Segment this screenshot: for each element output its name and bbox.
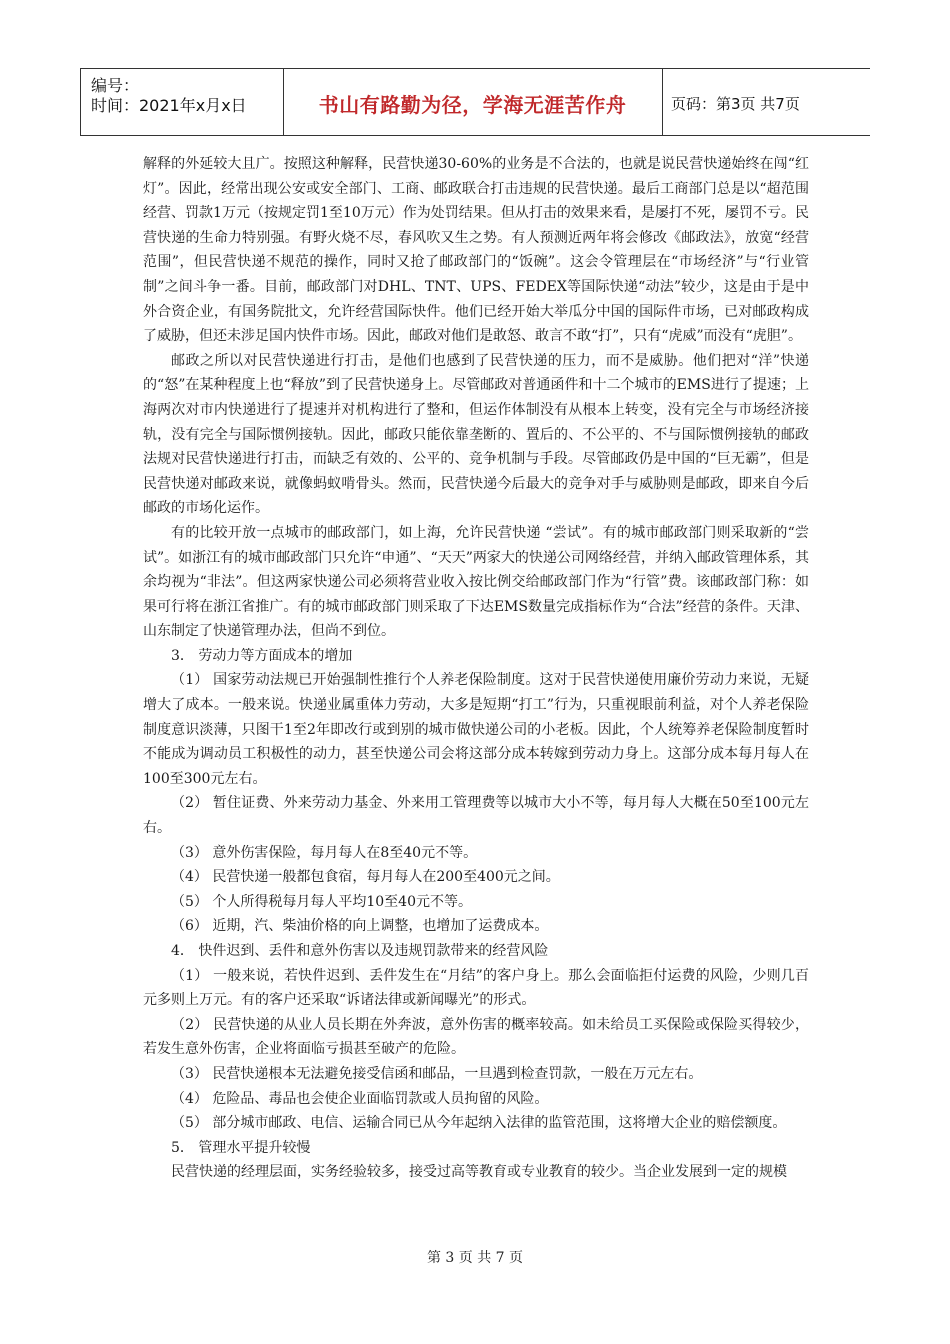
list-item: （1） 一般来说，若快件迟到、丢件发生在“月结”的客户身上。那么会面临拒付运费的风险，少则几百元多则上万元。有的客户还采取“诉诸法律或新闻曝光”的形式。 (143, 967, 809, 1009)
list-item: （3） 意外伤害保险，每月每人在8至40元不等。 (171, 844, 478, 861)
list-item: （4） 民营快递一般都包食宿，每月每人在200至400元之间。 (171, 869, 560, 886)
list-item: （5） 个人所得税每月每人平均10至40元不等。 (171, 893, 472, 910)
document-header (80, 68, 870, 136)
list-item: （6） 近期，汽、柴油价格的向上调整，也增加了运费成本。 (171, 918, 549, 935)
number-label: 编号： (91, 76, 140, 95)
paragraph: 解释的外延较大且广。按照这种解释，民营快递30-60%的业务是不合法的，也就是说民营快递始终在闯“红灯”。因此，经常出现公安或安全部门、工商、邮政联合打击违规的民营快递。最后工商部门总是以“超范围经营、罚款1万元（按规定罚1至10万元）作为处罚结果。但从打击的效果来看，是屡打不死，屡罚不亏。民营快递的生命力特别强。有野火烧不尽，春风吹又生之势。有人预测近两年将会修改《邮政法》，放宽“经营范围”，但民营快递不规范的操作，同时又抢了邮政部门的“饭碗”。这会令管理层在“市场经济”与“行业管制”之间斗争一番。目前，邮政部门对DHL、TNT、UPS、FEDEX等国际快递“动法”较少，这是由于是中外合资企业，有国务院批文，允许经营国际快件。他们已经开始大举瓜分中国的国际件市场，已对邮政构成了威胁，但还未涉足国内快件市场。因此，邮政对他们是敢怒、敢言不敢“打”，只有“虎威”而没有“虎胆”。 (143, 156, 809, 345)
paragraph: 有的比较开放一点城市的邮政部门，如上海，允许民营快递 “尝试”。有的城市邮政部门则采取新的“尝试”。如浙江有的城市邮政部门只允许“申通”、“天天”两家大的快递公司网络经营，并纳入邮政管理体系，其余均视为“非法”。但这两家快递公司必须将营业收入按比例交给邮政部门作为“行管”费。该邮政部门称：如果可行将在浙江省推广。有的城市邮政部门则采取了下达EMS数量完成指标作为“合法”经营的条件。天津、山东制定了快递管理办法，但尚不到位。 (143, 524, 809, 640)
paragraph: 民营快递的经理层面，实务经验较多，接受过高等教育或专业教育的较少。当企业发展到一定的规模 (171, 1164, 787, 1181)
header-motto-cell (283, 69, 663, 135)
list-item: （3） 民营快递根本无法避免接受信函和邮品，一旦遇到检查罚款，一般在万元左右。 (171, 1065, 703, 1082)
list-item: （5） 部分城市邮政、电信、运输合同已从今年起纳入法律的监管范围，这将增大企业的赔偿额度。 (171, 1115, 787, 1132)
list-item: （2） 暂住证费、外来劳动力基金、外来用工管理费等以城市大小不等，每月每人大概在50至100元左右。 (143, 795, 809, 837)
document-body (143, 152, 809, 1185)
time-label: 时间：2021年x月x日 (91, 96, 247, 115)
header-meta-cell (80, 69, 284, 135)
paragraph: 邮政之所以对民营快递进行打击，是他们也感到了民营快递的压力，而不是威胁。他们把对“洋”快递的“怒”在某种程度上也“释放”到了民营快递身上。尽管邮政对普通函件和十二个城市的EMS进行了提速；上海两次对市内快递进行了提速并对机构进行了整和，但运作体制没有从根本上转变，没有完全与市场经济接轨，没有完全与国际惯例接轨。因此，邮政只能依靠垄断的、置后的、不公平的、不与国际惯例接轨的邮政法规对民营快递进行打击，而缺乏有效的、公平的、竞争机制与手段。尽管邮政仍是中国的“巨无霸”，但是民营快递对邮政来说，就像蚂蚁啃骨头。然而，民营快递今后最大的竞争对手与威胁则是邮政，即来自今后邮政的市场化运作。 (143, 352, 809, 517)
list-item: （2） 民营快递的从业人员长期在外奔波，意外伤害的概率较高。如未给员工买保险或保险买得较少，若发生意外伤害，企业将面临亏损甚至破产的危险。 (143, 1016, 809, 1058)
page-info: 页码：第3页 共7页 (671, 95, 800, 113)
section-heading: 3． 劳动力等方面成本的增加 (171, 647, 353, 664)
header-page-cell (663, 69, 870, 135)
motto-text: 书山有路勤为径，学海无涯苦作舟 (318, 93, 627, 117)
list-item: （1） 国家劳动法规已开始强制性推行个人养老保险制度。这对于民营快递使用廉价劳动力来说，无疑增大了成本。一般来说。快递业属重体力劳动，大多是短期“打工”行为，只重视眼前利益，对个人养老保险制度意识淡薄，只图干1至2年即改行或到别的城市做快递公司的小老板。因此，个人统筹养老保险制度暂时不能成为调动员工积极性的动力，甚至快递公司会将这部分成本转嫁到劳动力身上。这部分成本每月每人在100至300元左右。 (143, 672, 809, 787)
section-heading: 5． 管理水平提升较慢 (171, 1139, 311, 1156)
section-heading: 4． 快件迟到、丢件和意外伤害以及违规罚款带来的经营风险 (171, 943, 549, 959)
list-item: （4） 危险品、毒品也会使企业面临罚款或人员拘留的风险。 (171, 1090, 549, 1107)
page-footer: 第 3 页 共 7 页 (426, 1250, 524, 1266)
